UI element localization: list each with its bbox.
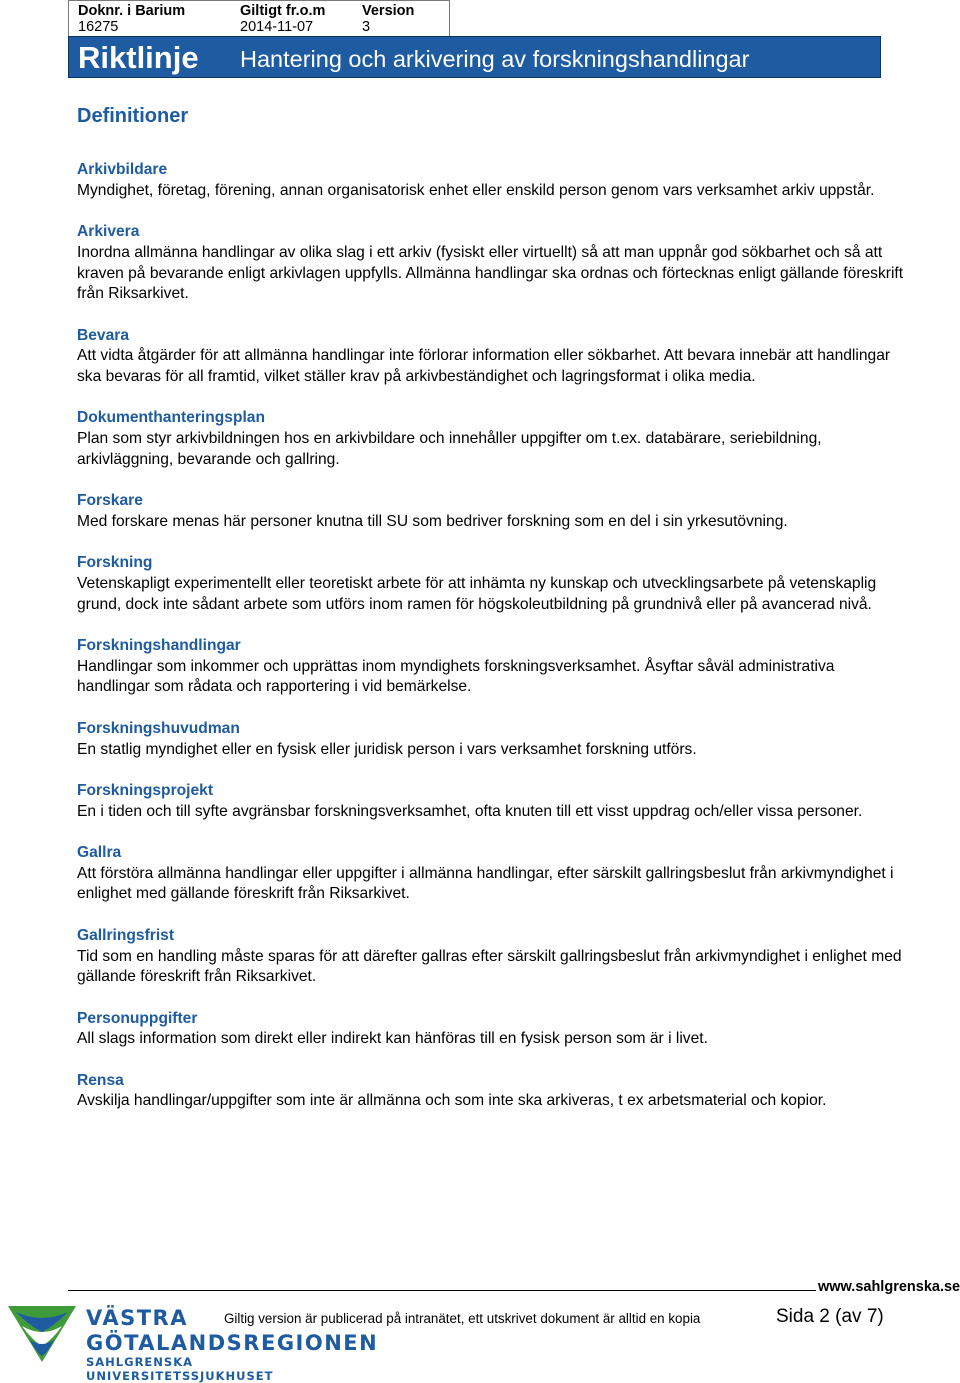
definition-text: En statlig myndighet eller en fysisk eller juridisk person i vars verksamhet forskning utförs. <box>77 740 697 758</box>
definition-item <box>77 1071 907 1112</box>
definition-term: Forskning <box>77 554 153 572</box>
definition-item <box>77 491 907 532</box>
vgr-logo-icon <box>6 1302 78 1366</box>
definitions-list <box>77 160 907 1133</box>
document-meta-table <box>68 0 450 36</box>
definition-item <box>77 222 907 305</box>
definition-text: Myndighet, företag, förening, annan organisatorisk enhet eller enskild person genom vars verksamhet arkiv uppstår. <box>77 181 875 199</box>
doknr-label: Doknr. i Barium <box>78 3 186 19</box>
document-banner <box>68 36 881 78</box>
definition-text: Vetenskapligt experimentellt eller teoretiskt arbete för att inhämta ny kunskap och utvecklingsarbete på vetenskaplig grund, dock inte sådant arbete som utförs inom ramen för högskoleutbildning på grundnivå eller på avancerad nivå. <box>77 574 877 613</box>
definition-item <box>77 843 907 905</box>
definition-text: Att vidta åtgärder för att allmänna handlingar inte förlorar information eller sökbarhet. Att bevara innebär att handlingar ska bevaras för all framtid, vilket ställer krav på arkivbeständighet och lagringsformat i olika media. <box>77 347 891 385</box>
definition-term: Forskningshandlingar <box>77 637 241 655</box>
giltigt-value: 2014-11-07 <box>240 19 314 35</box>
section-heading: Definitioner <box>77 105 189 127</box>
definition-text: Inordna allmänna handlingar av olika slag i ett arkiv (fysiskt eller virtuellt) så att man uppnår god sökbarhet och så att kraven på bevarande enligt arkivlagen uppfylls. Allmänna handlingar ska ordnas och förtecknas enligt gällande föreskrift från Riksarkivet. <box>77 243 904 303</box>
definition-term: Gallringsfrist <box>77 926 175 944</box>
definition-term: Forskningsprojekt <box>77 781 214 799</box>
definition-text: Tid som en handling måste sparas för att därefter gallras efter särskilt gallringsbeslut från arkivmyndighet i enlighet med gällande föreskrift från Riksarkivet. <box>77 947 902 986</box>
definition-term: Arkivera <box>77 223 140 241</box>
definition-text: Plan som styr arkivbildningen hos en arkivbildare och innehåller uppgifter om t.ex. databärare, seriebildning, arkivläggning, bevarande och gallring. <box>77 430 822 468</box>
definition-term: Personuppgifter <box>77 1009 198 1027</box>
logo-line-3: SAHLGRENSKA UNIVERSITETSSJUKHUSET <box>86 1355 274 1383</box>
definition-item <box>77 408 907 470</box>
definition-item <box>77 1009 907 1050</box>
definition-item <box>77 160 907 201</box>
definition-term: Arkivbildare <box>77 161 168 178</box>
definition-text: Avskilja handlingar/uppgifter som inte är allmänna och som inte ska arkiveras, t ex arbetsmaterial och kopior. <box>77 1092 827 1110</box>
version-label: Version <box>362 3 415 19</box>
definition-text: All slags information som direkt eller indirekt kan hänföras till en fysisk person som är i livet. <box>77 1030 708 1048</box>
logo-line-1: VÄSTRA <box>86 1306 188 1330</box>
doc-type: Riktlinje <box>78 40 199 75</box>
definition-item <box>77 553 907 615</box>
definition-item <box>77 781 907 822</box>
version-value: 3 <box>362 19 371 35</box>
definition-item <box>77 636 907 698</box>
definition-item <box>77 326 907 388</box>
definition-text: Handlingar som inkommer och upprättas inom myndighets forskningsverksamhet. Åsyftar såväl administrativa handlingar som rådata och rapportering i vid bemärkelse. <box>77 657 835 696</box>
definition-item <box>77 719 907 760</box>
definition-text: Med forskare menas här personer knutna till SU som bedriver forskning som en del i sin yrkesutövning. <box>77 512 788 530</box>
definition-item <box>77 926 907 988</box>
definition-text: Att förstöra allmänna handlingar eller uppgifter i allmänna handlingar, efter särskilt gallringsbeslut från arkivmyndighet i enlighet med gällande föreskrift från Riksarkivet. <box>77 864 894 903</box>
footer-rule <box>68 1290 816 1291</box>
footer-note: Giltig version är publicerad på intranätet, ett utskrivet dokument är alltid en kopia <box>224 1311 701 1326</box>
definition-term: Rensa <box>77 1071 124 1089</box>
organization-logo <box>6 1298 379 1383</box>
definition-term: Dokumenthanteringsplan <box>77 409 266 427</box>
doc-title: Hantering och arkivering av forskningshandlingar <box>240 46 750 72</box>
definition-term: Forskningshuvudman <box>77 719 240 737</box>
footer-url: www.sahlgrenska.se <box>818 1279 960 1295</box>
logo-line-2: GÖTALANDSREGIONEN <box>86 1331 379 1355</box>
page-number: Sida 2 (av 7) <box>776 1306 884 1327</box>
definition-text: En i tiden och till syfte avgränsbar forskningsverksamhet, ofta knuten till ett visst uppdrag och/eller vissa personer. <box>77 802 863 820</box>
definition-term: Bevara <box>77 326 130 344</box>
definition-term: Forskare <box>77 492 143 510</box>
giltigt-label: Giltigt fr.o.m <box>240 3 326 19</box>
doknr-value: 16275 <box>78 19 119 35</box>
definition-term: Gallra <box>77 844 122 862</box>
